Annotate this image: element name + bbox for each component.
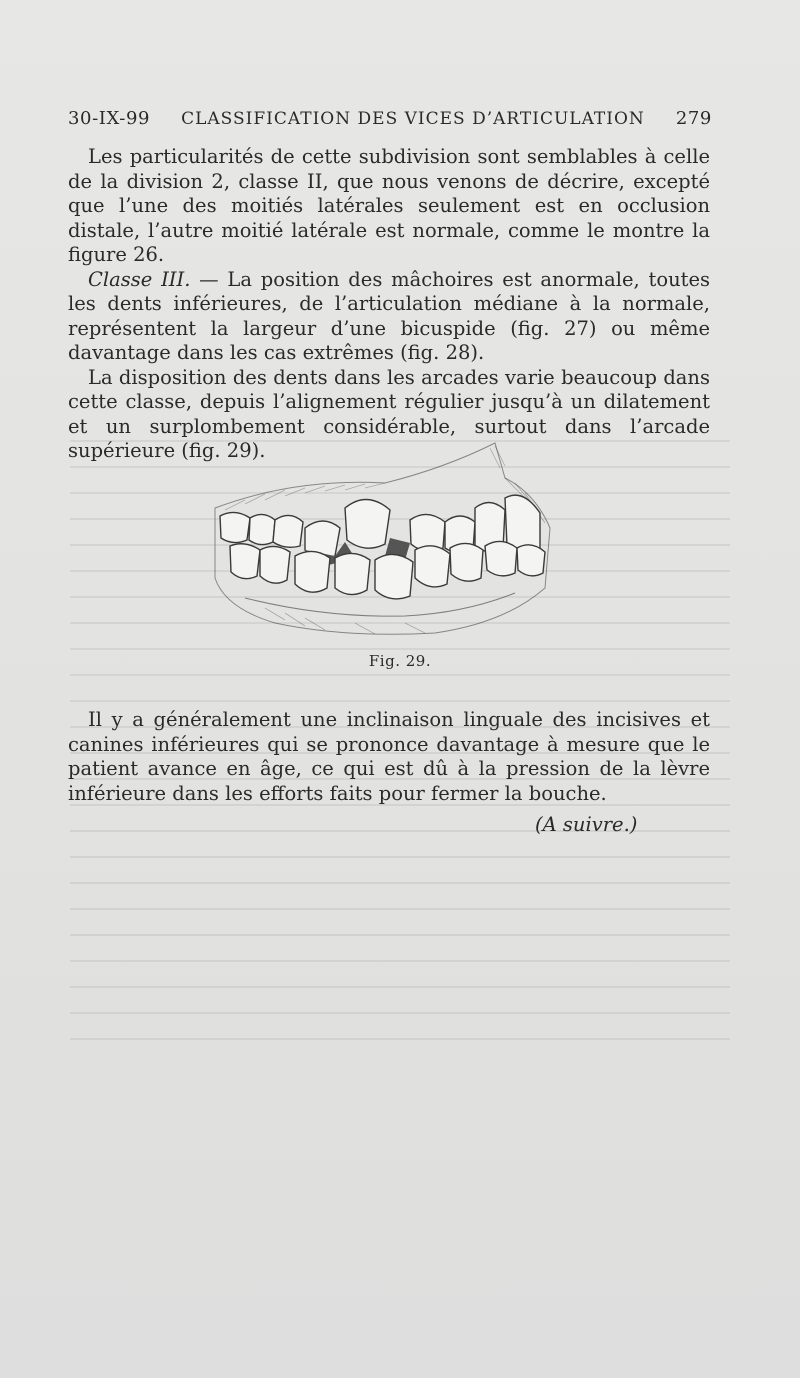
header-page-number: 279 [675, 108, 712, 129]
paragraph-subdivision: Les particularités de cette subdivision sont semblables à celle de la division 2, classe II, que nous venons de décrire, excepté que l’une des moitiés latérales seulement est en occlusion distale, l’autre moitié latérale est normale, comme le montre la figure 26. [68, 145, 710, 266]
header-date: 30-IX-99 [68, 108, 151, 129]
classe-iii-heading: Classe III. [88, 267, 191, 291]
body-text-top [68, 145, 710, 464]
paragraph-inclinaison: Il y a généralement une inclinaison linguale des incisives et canines inférieures qui se prononce davantage à mesure que le patient avance en âge, ce qui est dû à la pression de la lèvre inférieure dans les efforts faits pour fermer la bouche. [68, 708, 710, 805]
paragraph-classe-iii: Classe III. — La position des mâchoires est anormale, toutes les dents inférieures, de l’articulation médiane à la normale, représentent la largeur d’une bicuspide (fig. 27) ou même davantage dans les cas extrêmes (fig. 28). [68, 267, 711, 364]
continuation-note: (A suivre.) [535, 813, 638, 836]
paragraph-disposition: La disposition des dents dans les arcades varie beaucoup dans cette classe, depuis l’alignement régulier jusqu’à un dilatement et un surplombement considérable, surtout dans l’arcade supérieure (fig. 29). [68, 365, 710, 462]
figure-caption: Fig. 29. [368, 652, 432, 670]
body-text-bottom [68, 708, 710, 806]
dental-arch-illustration [205, 438, 560, 643]
header-title: CLASSIFICATION DES VICES D’ARTICULATION [181, 109, 645, 129]
running-header [68, 108, 712, 129]
